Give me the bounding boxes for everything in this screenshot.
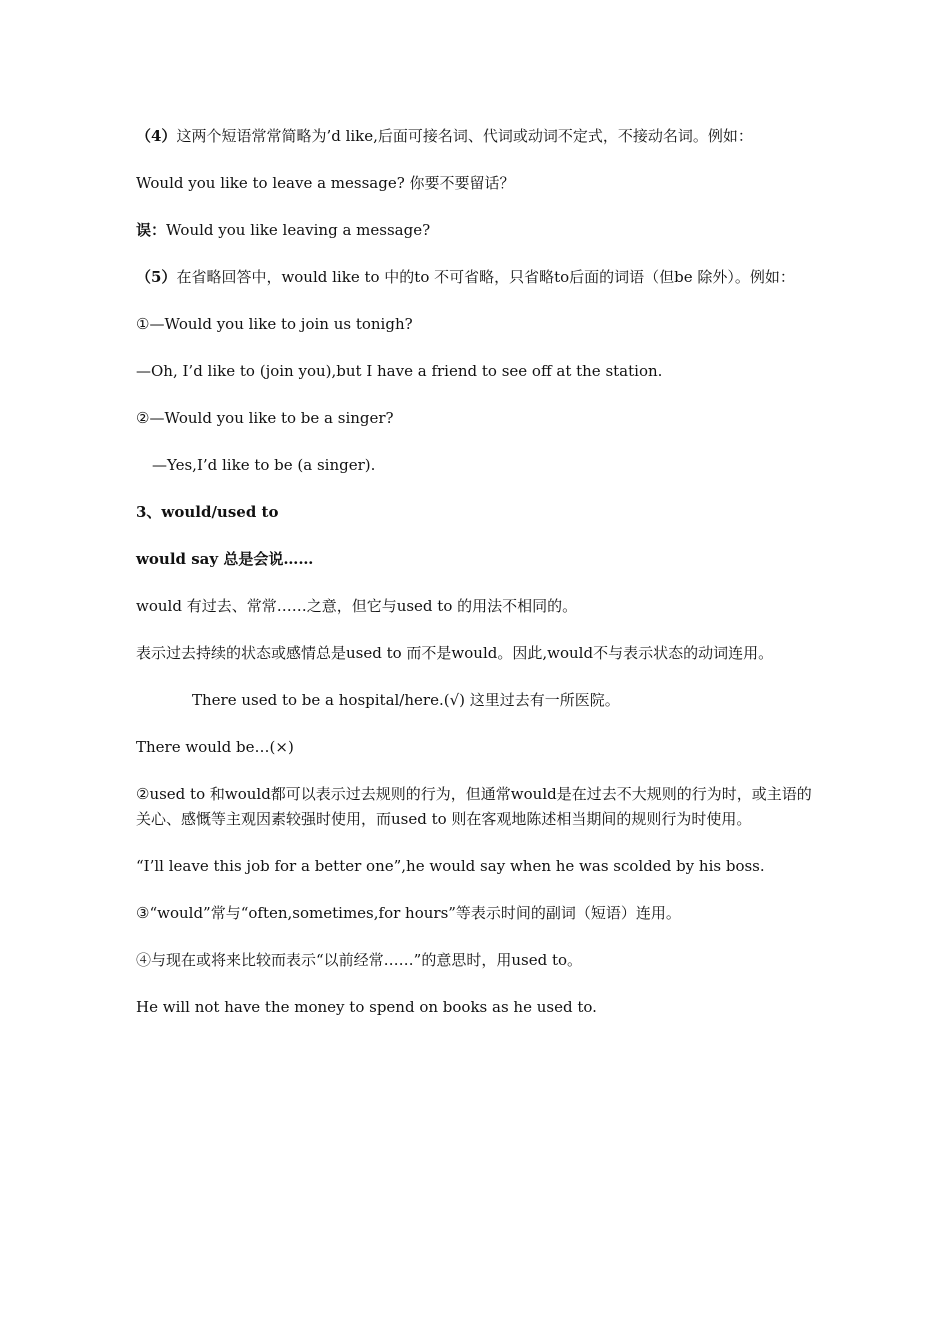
section-heading <box>136 500 812 525</box>
paragraph-text: 在省略回答中，would like to 中的to 不可省略，只省略to后面的词语（但be 除外）。例如： <box>176 268 795 286</box>
paragraph-text: He will not have the money to spend on books as he used to. <box>136 998 597 1016</box>
paragraph-text: Would you like to leave a message? 你要不要留话？ <box>136 174 515 192</box>
paragraph-text: “I’ll leave this job for a better one”,he would say when he was scolded by his boss. <box>136 857 765 875</box>
paragraph-text: There would be…(×) <box>136 738 294 756</box>
paragraph-wrong-example <box>136 218 812 243</box>
paragraph-note-4 <box>136 124 812 149</box>
paragraph-text: would say 总是会说…… <box>136 550 314 568</box>
paragraph-text: would 有过去、常常……之意，但它与used to 的用法不相同的。 <box>136 597 578 615</box>
paragraph-note-5 <box>136 265 812 290</box>
paragraph-dialogue-1a <box>136 359 812 384</box>
paragraph-example <box>136 688 812 713</box>
paragraph-dialogue-2q <box>136 406 812 431</box>
paragraph-text: 这两个短语常常简略为’d like,后面可接名词、代词或动词不定式，不接动名词。例如： <box>176 127 753 145</box>
paragraph-dialogue-1q <box>136 312 812 337</box>
paragraph-lead: （5） <box>136 268 177 286</box>
paragraph-text: —Oh, I’d like to (join you),but I have a friend to see off at the station. <box>136 362 663 380</box>
document-body <box>136 124 812 1042</box>
paragraph-dialogue-2a <box>136 453 812 478</box>
paragraph-body <box>136 641 812 666</box>
paragraph-text: 表示过去持续的状态或感情总是used to 而不是would。因此,would不与表示状态的动词连用。 <box>136 644 774 662</box>
subheading <box>136 547 812 572</box>
paragraph-text: ①—Would you like to join us tonigh? <box>136 315 413 333</box>
paragraph-example <box>136 854 812 879</box>
paragraph-text: ④与现在或将来比较而表示“以前经常……”的意思时，用used to。 <box>136 951 583 969</box>
paragraph-body <box>136 901 812 926</box>
paragraph-text: ②—Would you like to be a singer? <box>136 409 394 427</box>
paragraph-text: —Yes,I’d like to be (a singer). <box>152 456 376 474</box>
paragraph-text: 3、would/used to <box>136 503 279 521</box>
paragraph-body <box>136 782 812 832</box>
paragraph-text: Would you like leaving a message? <box>166 221 431 239</box>
paragraph-lead: （4） <box>136 127 177 145</box>
paragraph-text: ③“would”常与“often,sometimes,for hours”等表示时间的副词（短语）连用。 <box>136 904 681 922</box>
paragraph-example <box>136 171 812 196</box>
paragraph-text: ②used to 和would都可以表示过去规则的行为，但通常would是在过去不大规则的行为时，或主语的关心、感慨等主观因素较强时使用，而used to 则在客观地陈述相当期间的规则行为时使用。 <box>136 785 812 828</box>
paragraph-body <box>136 948 812 973</box>
paragraph-example <box>136 735 812 760</box>
paragraph-example <box>136 995 812 1020</box>
paragraph-lead: 误： <box>136 221 167 239</box>
paragraph-body <box>136 594 812 619</box>
paragraph-text: There used to be a hospital/here.(√) 这里过去有一所医院。 <box>192 691 620 709</box>
